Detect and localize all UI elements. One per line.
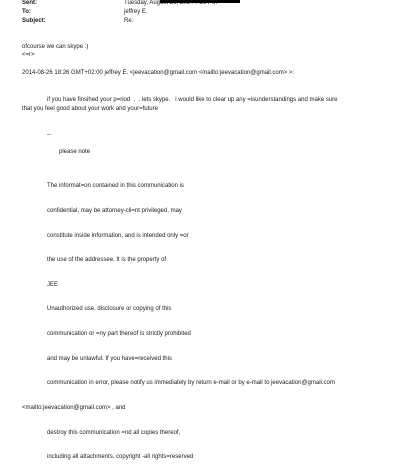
subject-label: Subject: [22, 18, 46, 24]
disclaimer [22, 166, 335, 470]
disclaimer-line: <mailto:jeevacation@gmail.com> , and [22, 404, 126, 411]
disclaimer-line: Unauthorized use, disclosure or copying of this [47, 306, 172, 313]
to-value: jeffrey E. [124, 9, 148, 15]
disclaimer-line: including all attachments. copyright -all rights=reserved [47, 454, 194, 461]
subject-value: Re: [124, 18, 134, 24]
disclaimer-line: the use of the addressee. It is the property of [47, 257, 167, 264]
sent-value: Tuesday, August 26, 2014 7:56 PM [124, 0, 218, 6]
to-label: To: [22, 9, 31, 15]
quote-header: 2014-08-26 18:26 GMT+02:00 jeffrey E. <jeevacation@gmail.com <mailto:jeevacation@gmail.com> >: [22, 70, 295, 76]
please-note: please note [59, 149, 91, 155]
disclaimer-line: communication in error, please notify us immediately by return e-mail or by e-mail to jeevacation@gmail.com [47, 380, 335, 387]
disclaimer-line: JEE [47, 281, 59, 288]
quoted-paragraph-line-2: that you feel good about your work and your=future [22, 106, 158, 112]
sent-label: Sent: [22, 0, 37, 6]
disclaimer-line: and may be unlawful. If you have=received this [47, 355, 172, 362]
disclaimer-line: communication or =ny part thereof is strictly prohibited [47, 331, 191, 338]
quoted-paragraph-line-1: if you have finsihed your p=riod , . lets skype. i would like to clear up any =isunderstandings and make sure [47, 97, 338, 103]
disclaimer-line: constitute inside information, and is intended only =or [47, 232, 189, 239]
signature-separator: -- [47, 132, 51, 138]
reply-break: <=r> [22, 52, 35, 58]
disclaimer-line: The informat=on contained in this communication is [47, 183, 184, 190]
disclaimer-line: confidential, may be attorney-cli=nt privileged, may [47, 208, 182, 215]
reply-line: ofcourse we can skype :) [22, 44, 89, 50]
disclaimer-line: destroy this communication =nd all copies thereof, [47, 429, 181, 436]
